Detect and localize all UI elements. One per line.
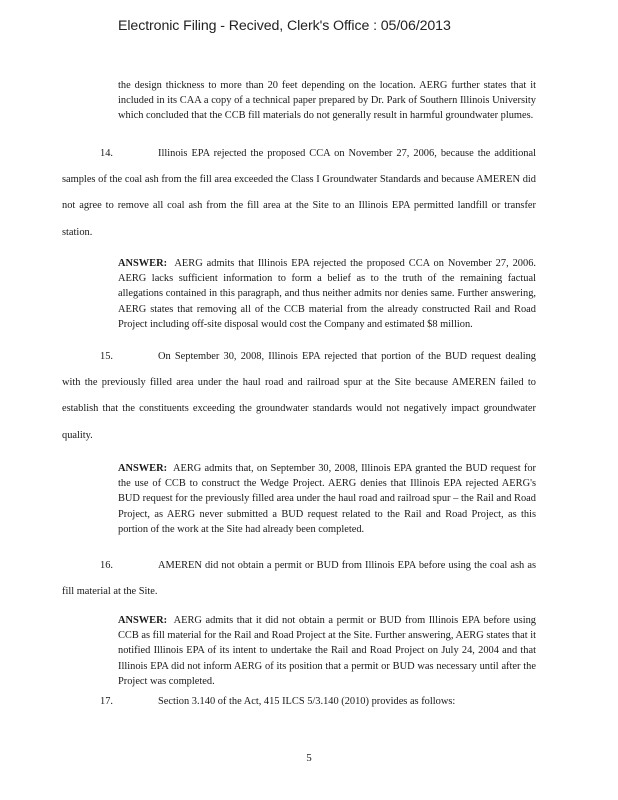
paragraph-number: 17. xyxy=(100,696,113,707)
page-number: 5 xyxy=(306,752,312,764)
answer-text: AERG admits that, on September 30, 2008, Illinois EPA granted the BUD request for the use of CCB to construct the Wedge Project. AERG denies that Illinois EPA rejected AERG's BUD request for the previously filled area under the haul road and railroad spur – the Rail and Road Project, as AERG never submitted a BUD request related to the Rail and Road Project, as this portion of the work at the Site had already been completed. xyxy=(118,463,536,535)
paragraph-number: 15. xyxy=(100,351,113,362)
filing-header: Electronic Filing - Recived, Clerk's Office : 05/06/2013 xyxy=(118,18,451,34)
answer-label: ANSWER: xyxy=(118,258,168,269)
paragraph-text: AMEREN did not obtain a permit or BUD from Illinois EPA before using the coal ash as fill material at the Site. xyxy=(62,560,536,598)
answer-14 xyxy=(118,256,536,332)
paragraph-17 xyxy=(62,689,536,715)
continued-answer: the design thickness to more than 20 feet depending on the location. AERG further states that it included in its CAA a copy of a technical paper prepared by Dr. Park of Southern Illinois University which concluded that the CCB fill materials do not generally result in harmful groundwater plumes. xyxy=(118,80,536,122)
answer-text: AERG admits that Illinois EPA rejected the proposed CCA on November 27, 2006. AERG lacks sufficient information to form a belief as to the truth of the remaining factual allegations contained in this paragraph, and thus neither admits nor denies same. Further answering, AERG states that removing all of the CCB material from the already constructed Rail and Road Project including off-site disposal would cost the Company and estimated $8 million. xyxy=(118,258,536,330)
paragraph-15 xyxy=(62,344,536,449)
paragraph-text: Illinois EPA rejected the proposed CCA on November 27, 2006, because the additional samples of the coal ash from the fill area exceeded the Class I Groundwater Standards and because AMEREN did not agree to remove all coal ash from the fill area at the Site to an Illinois EPA permitted landfill or transfer station. xyxy=(62,148,536,238)
answer-text: AERG admits that it did not obtain a permit or BUD from Illinois EPA before using CCB as fill material for the Rail and Road Project at the Site. Further answering, AERG states that it notified Illinois EPA of its intent to undertake the Rail and Road Project on July 24, 2004 and that Illinois EPA did not inform AERG of its position that a permit or BUD was necessary until after the Project was completed. xyxy=(118,615,536,687)
answer-label: ANSWER: xyxy=(118,615,168,626)
paragraph-number: 14. xyxy=(100,148,113,159)
paragraph-text: Section 3.140 of the Act, 415 ILCS 5/3.140 (2010) provides as follows: xyxy=(158,696,456,707)
paragraph-number: 16. xyxy=(100,560,113,571)
paragraph-14 xyxy=(62,141,536,246)
paragraph-16 xyxy=(62,553,536,605)
answer-15 xyxy=(118,461,536,537)
answer-16 xyxy=(118,613,536,689)
paragraph-text: On September 30, 2008, Illinois EPA rejected that portion of the BUD request dealing with the previously filled area under the haul road and railroad spur at the Site because AMEREN failed to establish that the constituents exceeding the groundwater standards would not negatively impact groundwater quality. xyxy=(62,351,536,441)
answer-label: ANSWER: xyxy=(118,463,168,474)
